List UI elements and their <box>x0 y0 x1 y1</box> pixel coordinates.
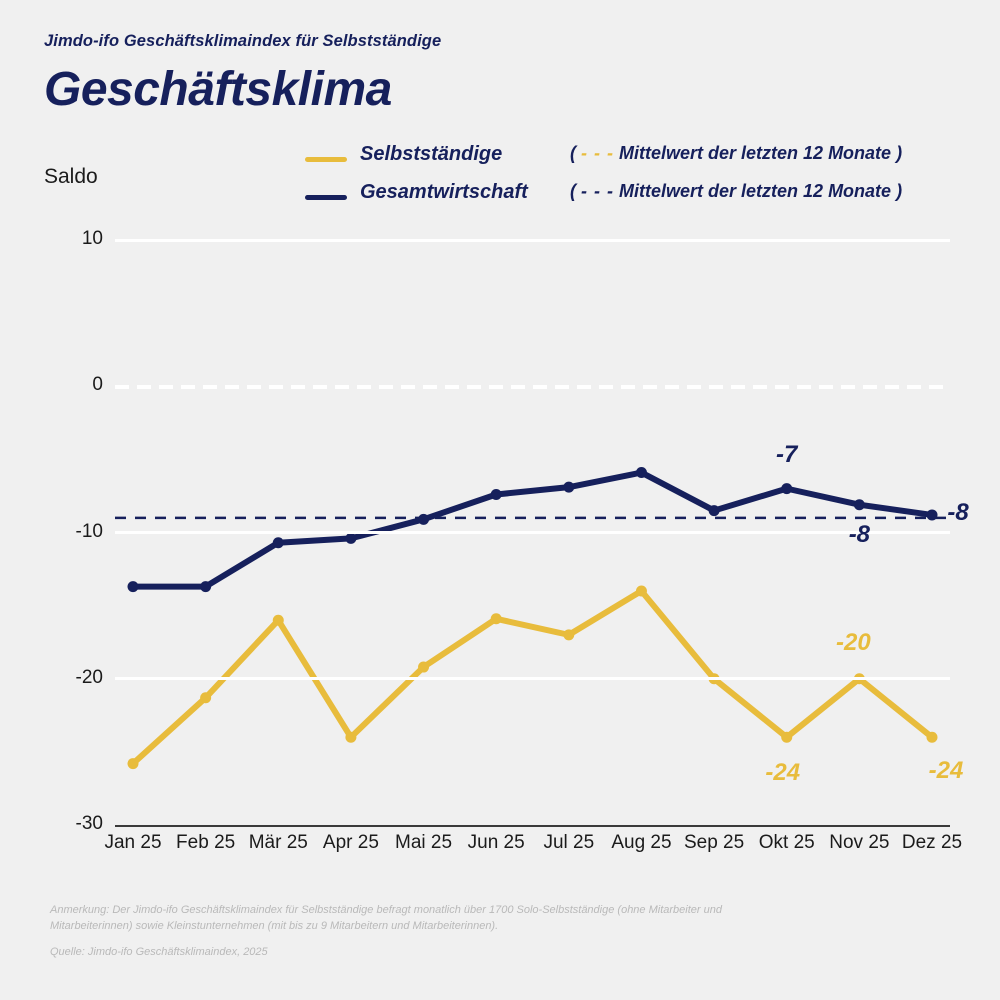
y-tick-label: 0 <box>92 374 103 396</box>
legend-mean-navy <box>570 181 902 202</box>
data-point <box>128 758 139 769</box>
data-point <box>709 505 720 516</box>
x-tick-label: Okt 25 <box>758 832 815 853</box>
legend-mean-open-navy: ( <box>570 181 576 201</box>
x-tick-label: Sep 25 <box>683 832 745 853</box>
data-point <box>200 692 211 703</box>
x-tick-label: Aug 25 <box>611 832 672 853</box>
data-point <box>636 467 647 478</box>
legend-mean-dashes-navy: - - - <box>581 181 614 201</box>
data-point <box>273 537 284 548</box>
legend-swatch-gold <box>305 157 347 162</box>
y-axis-label: Saldo <box>44 165 98 188</box>
x-axis-line <box>115 825 950 827</box>
data-point <box>636 586 647 597</box>
y-tick-label: -10 <box>75 520 103 542</box>
legend-mean-open-gold: ( <box>570 143 576 163</box>
x-tick-label: Dez 25 <box>901 832 963 853</box>
x-tick-label: Mai 25 <box>395 832 453 853</box>
data-point <box>273 615 284 626</box>
x-tick-label: Jul 25 <box>543 832 595 853</box>
chart-legend <box>305 143 965 221</box>
data-point <box>781 732 792 743</box>
data-point <box>128 581 139 592</box>
data-point <box>491 613 502 624</box>
legend-item-gesamtwirtschaft <box>305 181 965 217</box>
gridline-10 <box>115 239 950 242</box>
data-point-label: -8 <box>848 520 871 548</box>
data-point-label: -8 <box>947 498 969 526</box>
data-point <box>781 483 792 494</box>
data-point-label: -7 <box>776 440 798 468</box>
data-point-label: -24 <box>765 759 801 787</box>
gridline--10 <box>115 531 950 534</box>
data-point <box>418 514 429 525</box>
legend-mean-text-navy: Mittelwert der letzten 12 Monate <box>619 181 892 201</box>
data-point-label: -20 <box>836 628 871 656</box>
x-tick-label: Jan 25 <box>104 832 162 853</box>
legend-mean-gold <box>570 143 902 164</box>
data-point <box>563 629 574 640</box>
data-point <box>854 499 865 510</box>
data-point-label: -24 <box>928 757 964 785</box>
data-point <box>345 533 356 544</box>
chart-source: Quelle: Jimdo-ifo Geschäftsklimaindex, 2025 <box>50 946 268 958</box>
data-point <box>927 732 938 743</box>
legend-label-gesamtwirtschaft: Gesamtwirtschaft <box>360 181 528 203</box>
x-tick-label: Mär 25 <box>248 832 308 853</box>
legend-mean-text-gold: Mittelwert der letzten 12 Monate <box>619 143 892 163</box>
gridline-0 <box>115 385 950 389</box>
x-tick-label: Apr 25 <box>322 832 379 853</box>
chart-kicker: Jimdo-ifo Geschäftsklimaindex für Selbstständige <box>44 32 442 50</box>
plot-area <box>75 228 969 853</box>
data-point <box>491 489 502 500</box>
legend-swatch-navy <box>305 195 347 200</box>
data-point <box>345 732 356 743</box>
legend-mean-close-navy: ) <box>896 181 903 201</box>
series-line-gesamtwirtschaft <box>133 473 932 587</box>
y-tick-label: 10 <box>81 228 103 249</box>
x-tick-label: Nov 25 <box>829 832 890 853</box>
data-point <box>927 509 938 520</box>
page-title: Geschäftsklima <box>44 63 392 116</box>
y-tick-label: -20 <box>75 666 103 688</box>
data-point <box>200 581 211 592</box>
data-point <box>563 482 574 493</box>
legend-item-selbststaendige <box>305 143 965 179</box>
legend-mean-close-gold: ) <box>896 143 903 163</box>
data-point <box>418 662 429 673</box>
x-tick-label: Jun 25 <box>467 832 525 853</box>
gridline--20 <box>115 677 950 680</box>
chart-footnote: Anmerkung: Der Jimdo-ifo Geschäftsklimaindex für Selbstständige befragt monatlich über 1700 Solo-Selbstständige (ohne Mitarbeiter und Mitarbeiterinnen) sowie Kleinstunternehmen (mit bis zu 9 Mitarbeitern und Mitarbeiterinnen). <box>50 904 722 932</box>
legend-label-selbststaendige: Selbstständige <box>360 143 503 165</box>
y-tick-label: -30 <box>75 813 103 834</box>
legend-mean-dashes-gold: - - - <box>581 143 614 163</box>
x-tick-label: Feb 25 <box>176 832 236 853</box>
